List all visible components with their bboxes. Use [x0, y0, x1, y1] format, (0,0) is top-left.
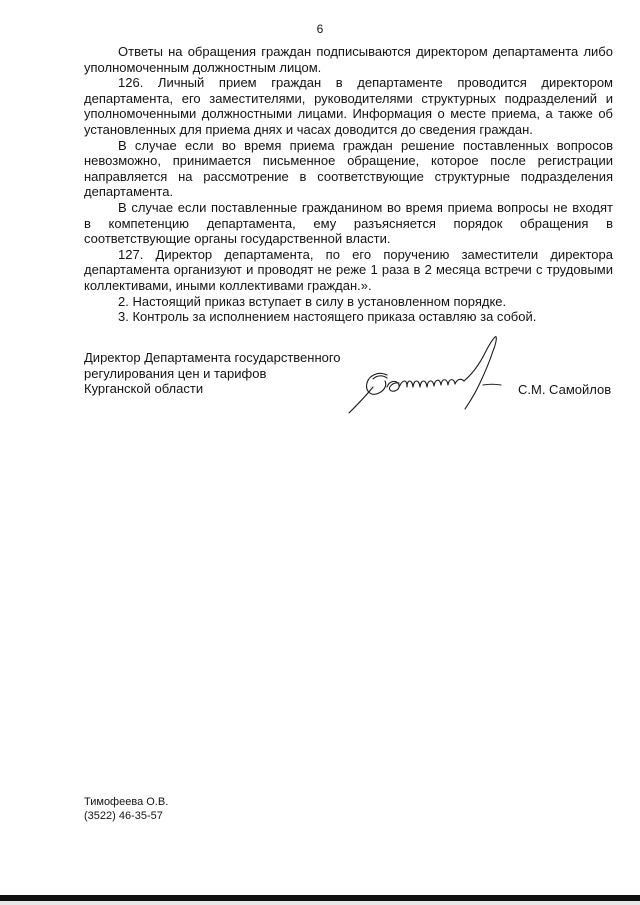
- contact-block: [84, 795, 168, 823]
- signatory-title-line: Курганской области: [84, 381, 204, 397]
- paragraph: 127. Директор департамента, по его поручению заместители директора департамента организуют и проводят не реже 1 раза в 2 месяца встречи с трудовыми коллективами, иными коллективами граждан.».: [84, 246, 613, 293]
- paragraph: В случае если поставленные гражданином во время приема вопросы не входят в компетенцию департамента, ему разъясняется порядок обращения в соответствующие органы государственной власти.: [84, 199, 613, 247]
- handwritten-signature: [343, 335, 523, 415]
- contact-name: Тимофеева О.В.: [84, 796, 169, 808]
- signatory-title-line: регулирования цен и тарифов: [84, 365, 267, 381]
- bottom-scan-margin: [0, 901, 640, 905]
- paragraph: В случае если во время приема граждан решение поставленных вопросов невозможно, принимается письменное обращение, которое после регистрации направляется на рассмотрение в соответствующие структурные подразделения департамента.: [84, 137, 613, 200]
- paragraph: 3. Контроль за исполнением настоящего приказа оставляю за собой.: [118, 309, 537, 325]
- paragraph: Ответы на обращения граждан подписываются директором департамента либо уполномоченным должностным лицом.: [84, 44, 613, 75]
- signatory-name: С.М. Самойлов: [518, 382, 612, 397]
- paragraph: 126. Личный прием граждан в департаменте проводится директором департамента, его заместителями, руководителями структурных подразделений и уполномоченными должностными лицами. Информация о месте приема, а также об установленных для приема днях и часах доводится до сведения граждан.: [84, 75, 613, 137]
- paragraph: 2. Настоящий приказ вступает в силу в установленном порядке.: [118, 293, 507, 309]
- signatory-title-line: Директор Департамента государственного: [84, 350, 341, 365]
- document-body: [84, 44, 613, 325]
- signatory-title: [84, 350, 364, 397]
- contact-phone: (3522) 46-35-57: [84, 810, 163, 822]
- page-number: 6: [316, 22, 324, 36]
